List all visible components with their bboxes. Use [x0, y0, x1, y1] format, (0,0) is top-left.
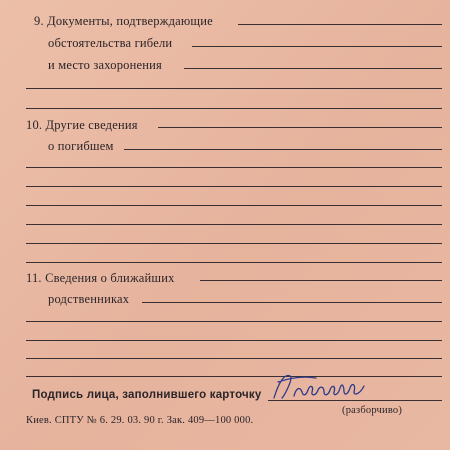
signature-hint: (разборчиво) [342, 405, 403, 416]
fill-line [26, 205, 442, 206]
fill-line [200, 280, 442, 281]
field-label-documents-line3: и место захоронения [48, 58, 162, 72]
field-label-relatives-line1: 11. Сведения о ближайших [26, 271, 175, 285]
fill-line [26, 358, 442, 359]
signature-label: Подпись лица, заполнившего карточку [32, 389, 262, 401]
fill-line [26, 88, 442, 89]
fill-line [26, 224, 442, 225]
fill-line [158, 127, 442, 128]
fill-line [26, 321, 442, 322]
print-imprint: Киев. СПТУ № 6. 29. 03. 90 г. Зак. 409—100 000. [26, 415, 254, 426]
fill-line [124, 149, 442, 150]
fill-line [184, 68, 442, 69]
fill-line [26, 376, 442, 377]
field-label-documents-line2: обстоятельства гибели [48, 36, 173, 50]
fill-line [192, 46, 442, 47]
field-label-documents-line1: 9. Документы, подтверждающие [34, 14, 213, 28]
fill-line [26, 108, 442, 109]
field-label-other-info-line2: о погибшем [48, 139, 114, 153]
fill-line [26, 262, 442, 263]
fill-line [238, 24, 442, 25]
field-label-other-info-line1: 10. Другие сведения [26, 118, 138, 132]
fill-line [26, 243, 442, 244]
field-label-relatives-line2: родственниках [48, 292, 130, 306]
fill-line [142, 302, 442, 303]
fill-line [26, 186, 442, 187]
fill-line [26, 340, 442, 341]
handwritten-signature [270, 368, 370, 404]
fill-line [26, 167, 442, 168]
